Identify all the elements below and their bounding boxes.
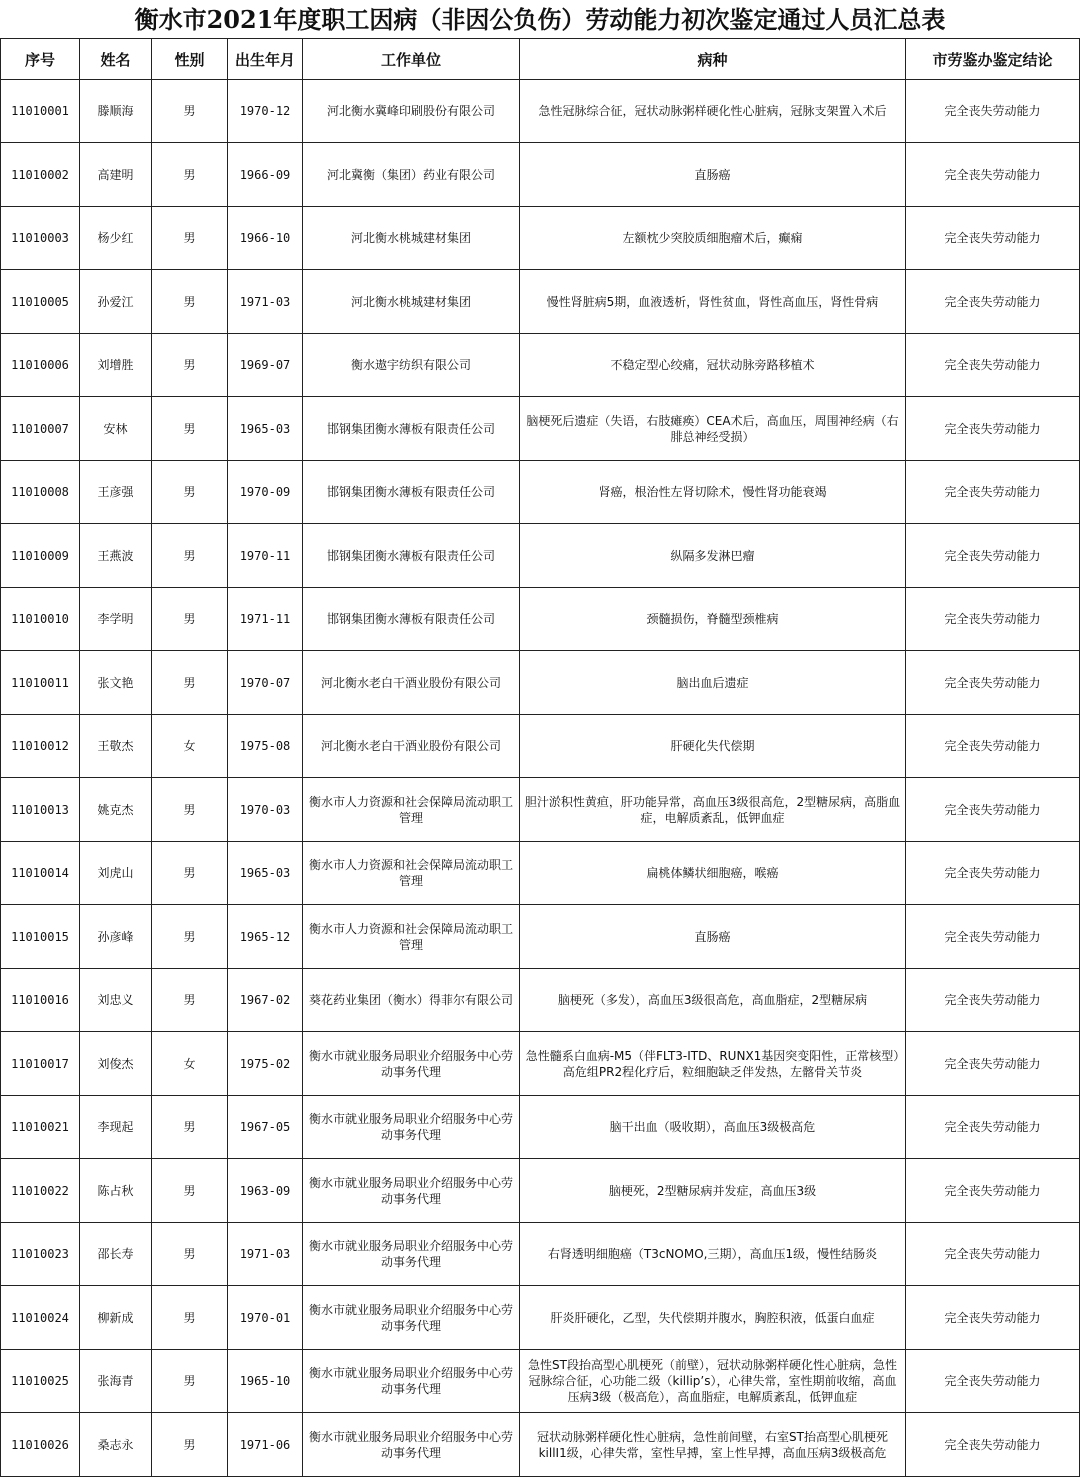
cell-conclusion: 完全丧失劳动能力 (906, 969, 1080, 1032)
cell-conclusion: 完全丧失劳动能力 (906, 1350, 1080, 1413)
cell-serial-no: 11010024 (1, 1286, 80, 1350)
header-work-unit: 工作单位 (303, 39, 520, 80)
cell-conclusion: 完全丧失劳动能力 (906, 524, 1080, 588)
cell-gender: 男 (152, 397, 228, 461)
cell-work-unit: 河北衡水桃城建材集团 (303, 270, 520, 334)
cell-disease: 急性髓系白血病-M5（伴FLT3-ITD、RUNX1基因突变阳性，正常核型）高危组PR2程化疗后，粒细胞缺乏伴发热，左髂骨关节炎 (520, 1032, 906, 1096)
appraisal-table (0, 38, 1080, 1477)
cell-name: 安林 (80, 397, 152, 461)
table-row (1, 1096, 1080, 1159)
cell-birth-date: 1969-07 (228, 334, 303, 397)
cell-name: 张海青 (80, 1350, 152, 1413)
cell-conclusion: 完全丧失劳动能力 (906, 461, 1080, 524)
header-gender: 性别 (152, 39, 228, 80)
cell-name: 李学明 (80, 588, 152, 651)
cell-conclusion: 完全丧失劳动能力 (906, 842, 1080, 905)
cell-name: 陈占秋 (80, 1159, 152, 1223)
page-title: 衡水市2021年度职工因病（非因公负伤）劳动能力初次鉴定通过人员汇总表 (134, 5, 946, 34)
cell-name: 桑志永 (80, 1413, 152, 1477)
cell-conclusion: 完全丧失劳动能力 (906, 1413, 1080, 1477)
cell-serial-no: 11010016 (1, 969, 80, 1032)
cell-name: 刘俊杰 (80, 1032, 152, 1096)
cell-name: 邵长寿 (80, 1223, 152, 1286)
cell-gender: 女 (152, 1032, 228, 1096)
cell-disease: 左额枕少突胶质细胞瘤术后，癫痫 (520, 207, 906, 270)
cell-disease: 直肠癌 (520, 143, 906, 207)
cell-work-unit: 衡水市就业服务局职业介绍服务中心劳动事务代理 (303, 1350, 520, 1413)
cell-birth-date: 1965-12 (228, 905, 303, 969)
table-row (1, 334, 1080, 397)
cell-birth-date: 1963-09 (228, 1159, 303, 1223)
cell-name: 杨少红 (80, 207, 152, 270)
cell-name: 王燕波 (80, 524, 152, 588)
cell-serial-no: 11010001 (1, 80, 80, 143)
cell-birth-date: 1970-01 (228, 1286, 303, 1350)
cell-birth-date: 1971-03 (228, 1223, 303, 1286)
table-row (1, 1413, 1080, 1477)
cell-conclusion: 完全丧失劳动能力 (906, 1032, 1080, 1096)
cell-name: 李现起 (80, 1096, 152, 1159)
cell-serial-no: 11010010 (1, 588, 80, 651)
cell-birth-date: 1975-08 (228, 715, 303, 778)
cell-birth-date: 1966-10 (228, 207, 303, 270)
cell-gender: 男 (152, 1350, 228, 1413)
cell-conclusion: 完全丧失劳动能力 (906, 143, 1080, 207)
cell-disease: 颈髓损伤，脊髓型颈椎病 (520, 588, 906, 651)
header-name: 姓名 (80, 39, 152, 80)
cell-work-unit: 衡水市就业服务局职业介绍服务中心劳动事务代理 (303, 1286, 520, 1350)
cell-work-unit: 河北衡水老白干酒业股份有限公司 (303, 651, 520, 715)
cell-work-unit: 河北衡水冀峰印刷股份有限公司 (303, 80, 520, 143)
cell-work-unit: 衡水遨宇纺织有限公司 (303, 334, 520, 397)
table-row (1, 143, 1080, 207)
cell-serial-no: 11010015 (1, 905, 80, 969)
header-birth-date: 出生年月 (228, 39, 303, 80)
cell-disease: 脑梗死后遗症（失语，右肢瘫痪）CEA术后，高血压，周围神经病（右腓总神经受损） (520, 397, 906, 461)
cell-gender: 男 (152, 1223, 228, 1286)
cell-gender: 男 (152, 1413, 228, 1477)
cell-disease: 不稳定型心绞痛，冠状动脉旁路移植术 (520, 334, 906, 397)
cell-birth-date: 1970-07 (228, 651, 303, 715)
cell-name: 刘忠义 (80, 969, 152, 1032)
table-row (1, 524, 1080, 588)
cell-gender: 男 (152, 588, 228, 651)
cell-conclusion: 完全丧失劳动能力 (906, 1223, 1080, 1286)
cell-disease: 直肠癌 (520, 905, 906, 969)
cell-gender: 男 (152, 651, 228, 715)
cell-work-unit: 衡水市人力资源和社会保障局流动职工管理 (303, 905, 520, 969)
cell-conclusion: 完全丧失劳动能力 (906, 1286, 1080, 1350)
cell-birth-date: 1970-11 (228, 524, 303, 588)
cell-gender: 男 (152, 207, 228, 270)
cell-work-unit: 葵花药业集团（衡水）得菲尔有限公司 (303, 969, 520, 1032)
cell-serial-no: 11010009 (1, 524, 80, 588)
cell-gender: 男 (152, 524, 228, 588)
cell-name: 高建明 (80, 143, 152, 207)
cell-work-unit: 邯钢集团衡水薄板有限责任公司 (303, 588, 520, 651)
cell-birth-date: 1971-06 (228, 1413, 303, 1477)
cell-gender: 男 (152, 778, 228, 842)
cell-gender: 男 (152, 270, 228, 334)
table-row (1, 778, 1080, 842)
cell-gender: 男 (152, 1286, 228, 1350)
cell-birth-date: 1970-03 (228, 778, 303, 842)
table-row (1, 270, 1080, 334)
cell-birth-date: 1970-12 (228, 80, 303, 143)
table-row (1, 1159, 1080, 1223)
cell-work-unit: 衡水市就业服务局职业介绍服务中心劳动事务代理 (303, 1096, 520, 1159)
cell-gender: 男 (152, 334, 228, 397)
cell-gender: 男 (152, 905, 228, 969)
table-row (1, 588, 1080, 651)
cell-serial-no: 11010003 (1, 207, 80, 270)
cell-conclusion: 完全丧失劳动能力 (906, 80, 1080, 143)
cell-disease: 肾癌，根治性左肾切除术，慢性肾功能衰竭 (520, 461, 906, 524)
cell-disease: 肝炎肝硬化，乙型，失代偿期并腹水，胸腔积液，低蛋白血症 (520, 1286, 906, 1350)
cell-conclusion: 完全丧失劳动能力 (906, 778, 1080, 842)
cell-serial-no: 11010013 (1, 778, 80, 842)
cell-serial-no: 11010022 (1, 1159, 80, 1223)
cell-name: 姚克杰 (80, 778, 152, 842)
cell-conclusion: 完全丧失劳动能力 (906, 651, 1080, 715)
cell-serial-no: 11010017 (1, 1032, 80, 1096)
cell-conclusion: 完全丧失劳动能力 (906, 397, 1080, 461)
cell-disease: 冠状动脉粥样硬化性心脏病，急性前间壁，右室ST抬高型心肌梗死killI1级，心律失常，室性早搏，室上性早搏，高血压病3级极高危 (520, 1413, 906, 1477)
cell-disease: 肝硬化失代偿期 (520, 715, 906, 778)
cell-conclusion: 完全丧失劳动能力 (906, 905, 1080, 969)
cell-serial-no: 11010025 (1, 1350, 80, 1413)
cell-serial-no: 11010012 (1, 715, 80, 778)
table-body (1, 80, 1080, 1477)
table-header-row (1, 39, 1080, 80)
cell-name: 刘增胜 (80, 334, 152, 397)
cell-gender: 男 (152, 969, 228, 1032)
cell-gender: 男 (152, 1096, 228, 1159)
cell-birth-date: 1966-09 (228, 143, 303, 207)
table-row (1, 651, 1080, 715)
table-row (1, 1032, 1080, 1096)
cell-work-unit: 河北冀衡（集团）药业有限公司 (303, 143, 520, 207)
cell-conclusion: 完全丧失劳动能力 (906, 207, 1080, 270)
cell-serial-no: 11010002 (1, 143, 80, 207)
cell-birth-date: 1965-03 (228, 397, 303, 461)
table-row (1, 397, 1080, 461)
cell-gender: 女 (152, 715, 228, 778)
cell-name: 张文艳 (80, 651, 152, 715)
cell-work-unit: 河北衡水桃城建材集团 (303, 207, 520, 270)
cell-name: 王彦强 (80, 461, 152, 524)
table-row (1, 207, 1080, 270)
cell-name: 刘虎山 (80, 842, 152, 905)
table-row (1, 969, 1080, 1032)
table-row (1, 80, 1080, 143)
cell-birth-date: 1971-03 (228, 270, 303, 334)
cell-gender: 男 (152, 143, 228, 207)
header-disease: 病种 (520, 39, 906, 80)
cell-name: 柳新成 (80, 1286, 152, 1350)
cell-serial-no: 11010026 (1, 1413, 80, 1477)
cell-conclusion: 完全丧失劳动能力 (906, 1159, 1080, 1223)
cell-disease: 右肾透明细胞癌（T3cNOMO,三期），高血压1级，慢性结肠炎 (520, 1223, 906, 1286)
table-row (1, 461, 1080, 524)
cell-name: 孙彦峰 (80, 905, 152, 969)
cell-serial-no: 11010005 (1, 270, 80, 334)
cell-birth-date: 1965-03 (228, 842, 303, 905)
table-row (1, 715, 1080, 778)
header-serial-no: 序号 (1, 39, 80, 80)
cell-conclusion: 完全丧失劳动能力 (906, 270, 1080, 334)
cell-work-unit: 衡水市人力资源和社会保障局流动职工管理 (303, 778, 520, 842)
cell-work-unit: 衡水市就业服务局职业介绍服务中心劳动事务代理 (303, 1032, 520, 1096)
cell-serial-no: 11010014 (1, 842, 80, 905)
cell-disease: 脑梗死（多发），高血压3级很高危，高血脂症，2型糖尿病 (520, 969, 906, 1032)
cell-work-unit: 衡水市就业服务局职业介绍服务中心劳动事务代理 (303, 1223, 520, 1286)
cell-gender: 男 (152, 461, 228, 524)
cell-birth-date: 1970-09 (228, 461, 303, 524)
cell-birth-date: 1971-11 (228, 588, 303, 651)
cell-disease: 扁桃体鳞状细胞癌，喉癌 (520, 842, 906, 905)
cell-conclusion: 完全丧失劳动能力 (906, 588, 1080, 651)
cell-serial-no: 11010023 (1, 1223, 80, 1286)
table-row (1, 842, 1080, 905)
cell-serial-no: 11010011 (1, 651, 80, 715)
cell-birth-date: 1965-10 (228, 1350, 303, 1413)
header-conclusion: 市劳鉴办鉴定结论 (906, 39, 1080, 80)
table-row (1, 1286, 1080, 1350)
cell-work-unit: 河北衡水老白干酒业股份有限公司 (303, 715, 520, 778)
cell-work-unit: 邯钢集团衡水薄板有限责任公司 (303, 461, 520, 524)
cell-disease: 纵隔多发淋巴瘤 (520, 524, 906, 588)
table-row (1, 1350, 1080, 1413)
cell-birth-date: 1967-02 (228, 969, 303, 1032)
cell-serial-no: 11010006 (1, 334, 80, 397)
cell-conclusion: 完全丧失劳动能力 (906, 334, 1080, 397)
cell-gender: 男 (152, 1159, 228, 1223)
cell-name: 孙爱江 (80, 270, 152, 334)
cell-gender: 男 (152, 842, 228, 905)
table-row (1, 905, 1080, 969)
cell-work-unit: 衡水市就业服务局职业介绍服务中心劳动事务代理 (303, 1159, 520, 1223)
cell-conclusion: 完全丧失劳动能力 (906, 1096, 1080, 1159)
cell-gender: 男 (152, 80, 228, 143)
cell-work-unit: 衡水市人力资源和社会保障局流动职工管理 (303, 842, 520, 905)
cell-birth-date: 1967-05 (228, 1096, 303, 1159)
cell-disease: 急性ST段抬高型心肌梗死（前壁），冠状动脉粥样硬化性心脏病，急性冠脉综合征，心功能二级（killip’s），心律失常，室性期前收缩，高血压病3级（极高危），高血脂症，电解质紊乱，低钾血症 (520, 1350, 906, 1413)
cell-work-unit: 衡水市就业服务局职业介绍服务中心劳动事务代理 (303, 1413, 520, 1477)
cell-serial-no: 11010007 (1, 397, 80, 461)
cell-disease: 急性冠脉综合征，冠状动脉粥样硬化性心脏病，冠脉支架置入术后 (520, 80, 906, 143)
cell-work-unit: 邯钢集团衡水薄板有限责任公司 (303, 397, 520, 461)
cell-serial-no: 11010008 (1, 461, 80, 524)
cell-conclusion: 完全丧失劳动能力 (906, 715, 1080, 778)
cell-disease: 胆汁淤积性黄疸，肝功能异常，高血压3级很高危，2型糖尿病，高脂血症，电解质紊乱，低钾血症 (520, 778, 906, 842)
cell-disease: 脑干出血（吸收期），高血压3级极高危 (520, 1096, 906, 1159)
cell-name: 滕顺海 (80, 80, 152, 143)
cell-birth-date: 1975-02 (228, 1032, 303, 1096)
cell-name: 王敬杰 (80, 715, 152, 778)
cell-disease: 慢性肾脏病5期，血液透析，肾性贫血，肾性高血压，肾性骨病 (520, 270, 906, 334)
cell-work-unit: 邯钢集团衡水薄板有限责任公司 (303, 524, 520, 588)
cell-disease: 脑梗死，2型糖尿病并发症，高血压3级 (520, 1159, 906, 1223)
cell-serial-no: 11010021 (1, 1096, 80, 1159)
cell-disease: 脑出血后遗症 (520, 651, 906, 715)
table-row (1, 1223, 1080, 1286)
